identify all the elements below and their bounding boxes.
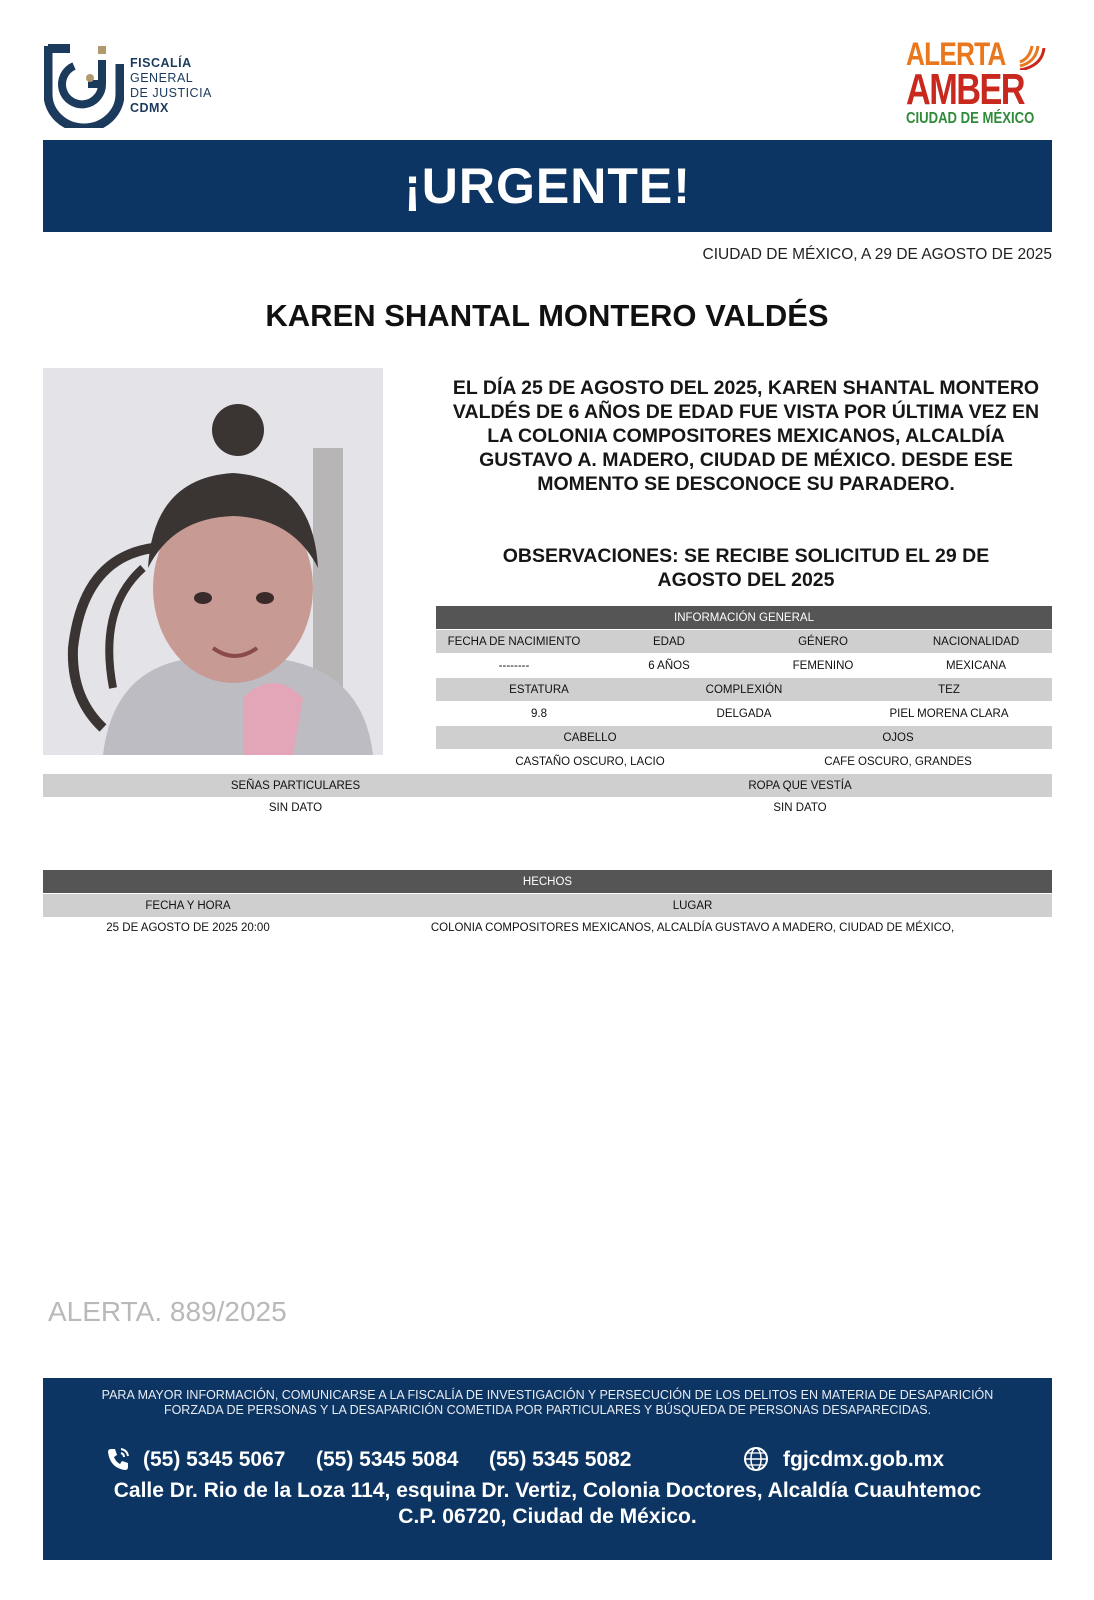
header-eyes: OJOS (882, 731, 914, 744)
facts-values (43, 918, 1052, 938)
info-row1-values (436, 654, 1052, 677)
fgj-cdmx-logo (44, 44, 224, 128)
header-place: LUGAR (672, 899, 713, 912)
missing-person-photo (43, 368, 383, 755)
facts-title: HECHOS (522, 875, 573, 888)
info-row3-values (436, 750, 1052, 773)
footer-notice-line2: FORZADA DE PERSONAS Y LA DESAPARICIÓN COMETIDA POR PARTICULARES Y BÚSQUEDA DE PERSONAS DESAPARECIDAS. (163, 1403, 932, 1417)
footer-address (43, 1478, 1052, 1530)
alerta-amber-logo (906, 38, 1052, 136)
value-nationality: MEXICANA (945, 659, 1007, 672)
amber-logo-line3: CIUDAD DE MÉXICO (906, 110, 1035, 127)
value-age: 6 AÑOS (648, 659, 690, 672)
observations-text: OBSERVACIONES: SE RECIBE SOLICITUD EL 29 DE AGOSTO DEL 2025 (502, 545, 990, 591)
header-build: COMPLEXIÓN (705, 683, 783, 696)
value-complexion: PIEL MORENA CLARA (889, 707, 1009, 720)
header-clothing: ROPA QUE VESTÍA (748, 779, 852, 792)
value-hair: CASTAÑO OSCURO, LACIO (515, 755, 665, 768)
header-distinguishing-marks: SEÑAS PARTICULARES (230, 779, 361, 792)
info-row1-headers (436, 630, 1052, 653)
header-hair: CABELLO (563, 731, 617, 744)
broadcast-waves-icon (1016, 40, 1048, 70)
fgj-logo-line1: FISCALÍA (130, 56, 192, 70)
info-title: INFORMACIÓN GENERAL (674, 611, 814, 624)
urgent-title: ¡URGENTE! (404, 158, 691, 214)
value-eyes: CAFE OSCURO, GRANDES (824, 755, 972, 768)
address-line1: Calle Dr. Rio de la Loza 114, esquina Dr. Vertiz, Colonia Doctores, Alcaldía Cuauhtemoc (113, 1479, 982, 1502)
facts-headers (43, 894, 1052, 917)
header-age: EDAD (653, 635, 685, 648)
header-complexion: TEZ (938, 683, 960, 696)
fgj-emblem-icon (44, 44, 124, 128)
header-datetime: FECHA Y HORA (145, 899, 231, 912)
value-build: DELGADA (716, 707, 772, 720)
person-name: KAREN SHANTAL MONTERO VALDÉS (265, 298, 829, 333)
value-datetime: 25 DE AGOSTO DE 2025 20:00 (106, 922, 270, 934)
info-row4-headers (43, 774, 1052, 797)
date-line: CIUDAD DE MÉXICO, A 29 DE AGOSTO DE 2025 (702, 246, 1052, 263)
value-height: 9.8 (531, 707, 547, 720)
footer-notice-line1: PARA MAYOR INFORMACIÓN, COMUNICARSE A LA FISCALÍA DE INVESTIGACIÓN Y PERSECUCIÓN DE LOS DELITOS EN MATERIA DE DESAPARICIÓN (101, 1388, 994, 1402)
value-place: COLONIA COMPOSITORES MEXICANOS, ALCALDÍA GUSTAVO A MADERO, CIUDAD DE MÉXICO, (430, 922, 955, 934)
narrative-text: EL DÍA 25 DE AGOSTO DEL 2025, KAREN SHANTAL MONTERO VALDÉS DE 6 AÑOS DE EDAD FUE VISTA POR ÚLTIMA VEZ EN LA COLONIA COMPOSITORES MEXICANOS, ALCALDÍA GUSTAVO A. MADERO, CIUDAD DE MÉXICO. DESDE ESE MOMENTO SE DESCONOCE SU PARADERO. (452, 377, 1040, 495)
header-birthdate: FECHA DE NACIMIENTO (447, 635, 581, 648)
amber-logo-line2: AMBER (906, 65, 1025, 114)
amber-logo-line1: ALERTA (906, 36, 1006, 72)
value-gender: FEMENINO (792, 659, 854, 672)
header-nationality: NACIONALIDAD (932, 635, 1020, 648)
value-birthdate: -------- (498, 659, 530, 672)
address-line2: C.P. 06720, Ciudad de México. (398, 1505, 697, 1528)
info-row3-headers (436, 726, 1052, 749)
phone-number-1[interactable]: (55) 5345 5067 (143, 1448, 286, 1471)
globe-icon (741, 1444, 771, 1474)
facts-title-row (43, 870, 1052, 893)
phone-number-3[interactable]: (55) 5345 5082 (489, 1448, 632, 1471)
contact-footer (43, 1378, 1052, 1560)
info-row2-headers (436, 678, 1052, 701)
header-gender: GÉNERO (798, 635, 848, 648)
footer-notice (43, 1388, 1052, 1418)
phone-icon (105, 1446, 131, 1472)
portrait-illustration (43, 368, 383, 755)
value-clothing: SIN DATO (773, 802, 827, 814)
info-title-row (436, 606, 1052, 629)
info-row2-values (436, 702, 1052, 725)
phone-number-2[interactable]: (55) 5345 5084 (316, 1448, 459, 1471)
urgent-banner (43, 140, 1052, 232)
website-link[interactable]: fgjcdmx.gob.mx (783, 1448, 945, 1471)
alert-number: ALERTA. 889/2025 (48, 1296, 287, 1327)
fgj-logo-line4: CDMX (130, 101, 169, 115)
fgj-logo-line2: GENERAL (130, 71, 194, 85)
header-height: ESTATURA (509, 683, 569, 696)
info-row4-values (43, 798, 1052, 818)
value-distinguishing-marks: SIN DATO (268, 802, 323, 814)
fgj-logo-line3: DE JUSTICIA (130, 86, 212, 100)
